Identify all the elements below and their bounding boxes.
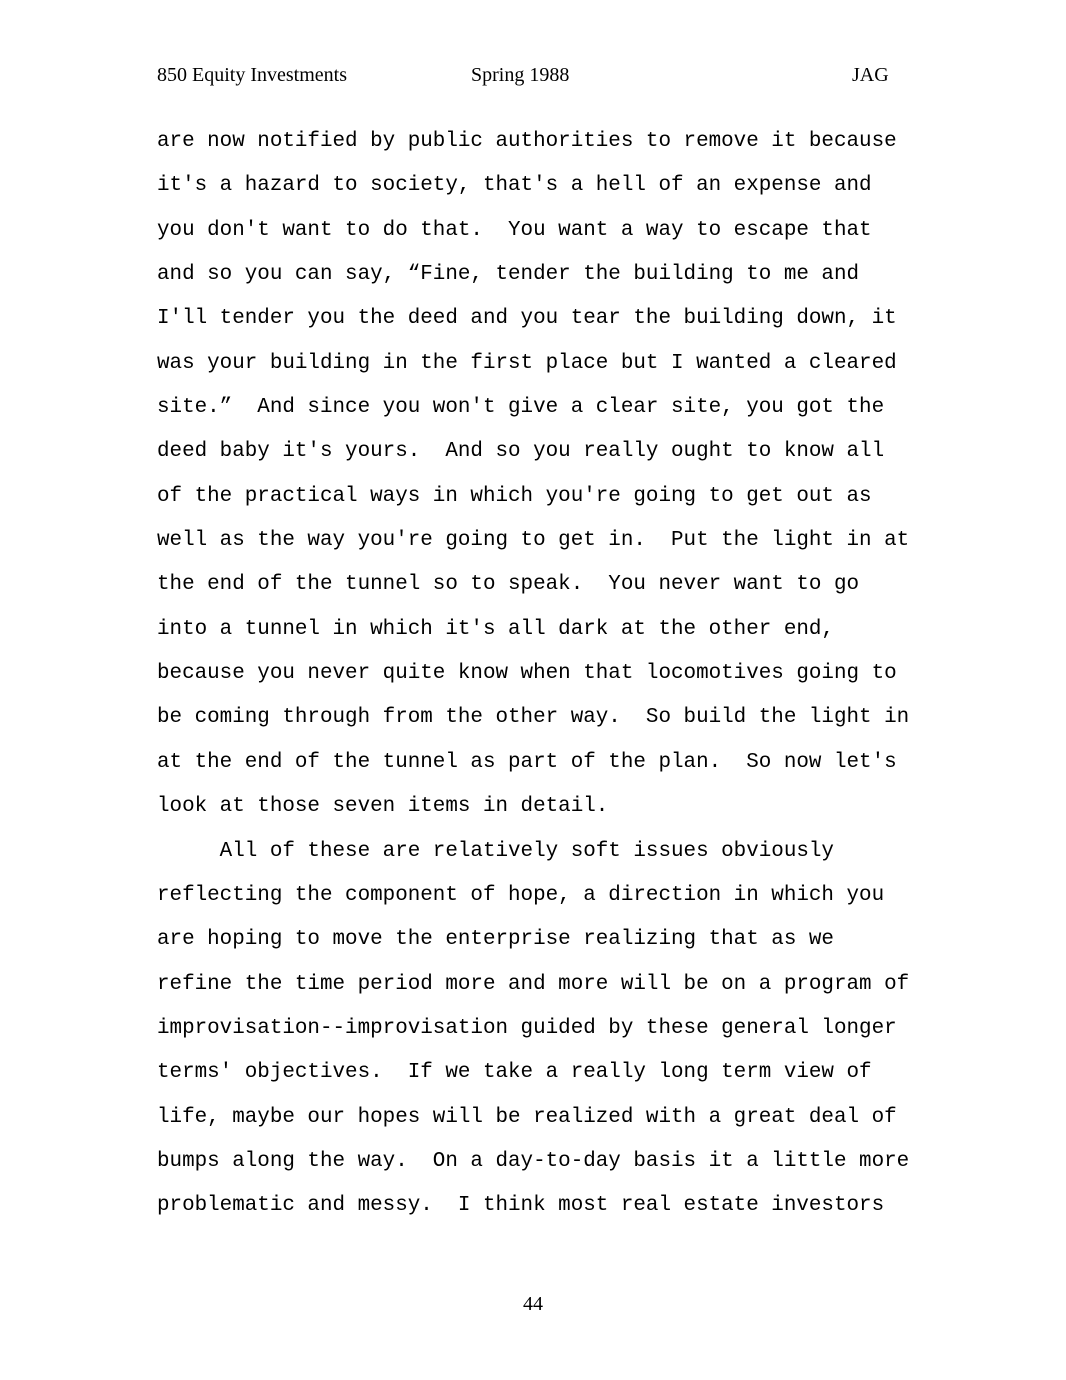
text-line: improvisation--improvisation guided by these general longer xyxy=(157,1016,897,1040)
text-line: All of these are relatively soft issues obviously xyxy=(157,839,834,863)
transcript-body xyxy=(157,120,937,1229)
text-line: bumps along the way. On a day-to-day basis it a little more xyxy=(157,1149,910,1173)
text-line: well as the way you're going to get in. Put the light in at xyxy=(157,529,910,553)
text-line: are hoping to move the enterprise realizing that as we xyxy=(157,928,834,952)
text-line: you don't want to do that. You want a way to escape that xyxy=(157,218,872,242)
text-line: into a tunnel in which it's all dark at the other end, xyxy=(157,617,834,641)
text-line: I'll tender you the deed and you tear the building down, it xyxy=(157,307,897,331)
page-number: 44 xyxy=(523,1293,543,1315)
header-term: Spring 1988 xyxy=(471,64,570,86)
text-line: was your building in the first place but I wanted a cleared xyxy=(157,351,897,375)
header-initials: JAG xyxy=(852,64,889,86)
text-line: of the practical ways in which you're going to get out as xyxy=(157,484,872,508)
text-line: are now notified by public authorities to remove it because xyxy=(157,130,897,153)
text-line: refine the time period more and more will be on a program of xyxy=(157,972,910,996)
text-line: at the end of the tunnel as part of the plan. So now let's xyxy=(157,750,897,774)
text-line: look at those seven items in detail. xyxy=(157,795,609,819)
text-line: it's a hazard to society, that's a hell of an expense and xyxy=(157,174,872,198)
text-line: reflecting the component of hope, a direction in which you xyxy=(157,883,885,907)
text-line: problematic and messy. I think most real estate investors xyxy=(157,1194,885,1218)
text-line: be coming through from the other way. So build the light in xyxy=(157,706,910,730)
text-line: deed baby it's yours. And so you really ought to know all xyxy=(157,440,885,464)
header-course-title: 850 Equity Investments xyxy=(157,64,347,86)
text-line: site.” And since you won't give a clear site, you got the xyxy=(157,396,885,420)
text-line: life, maybe our hopes will be realized with a great deal of xyxy=(157,1105,897,1129)
text-line: because you never quite know when that locomotives going to xyxy=(157,662,897,686)
text-line: terms' objectives. If we take a really long term view of xyxy=(157,1061,872,1085)
text-line: and so you can say, “Fine, tender the building to me and xyxy=(157,263,860,287)
text-line: the end of the tunnel so to speak. You never want to go xyxy=(157,573,860,597)
